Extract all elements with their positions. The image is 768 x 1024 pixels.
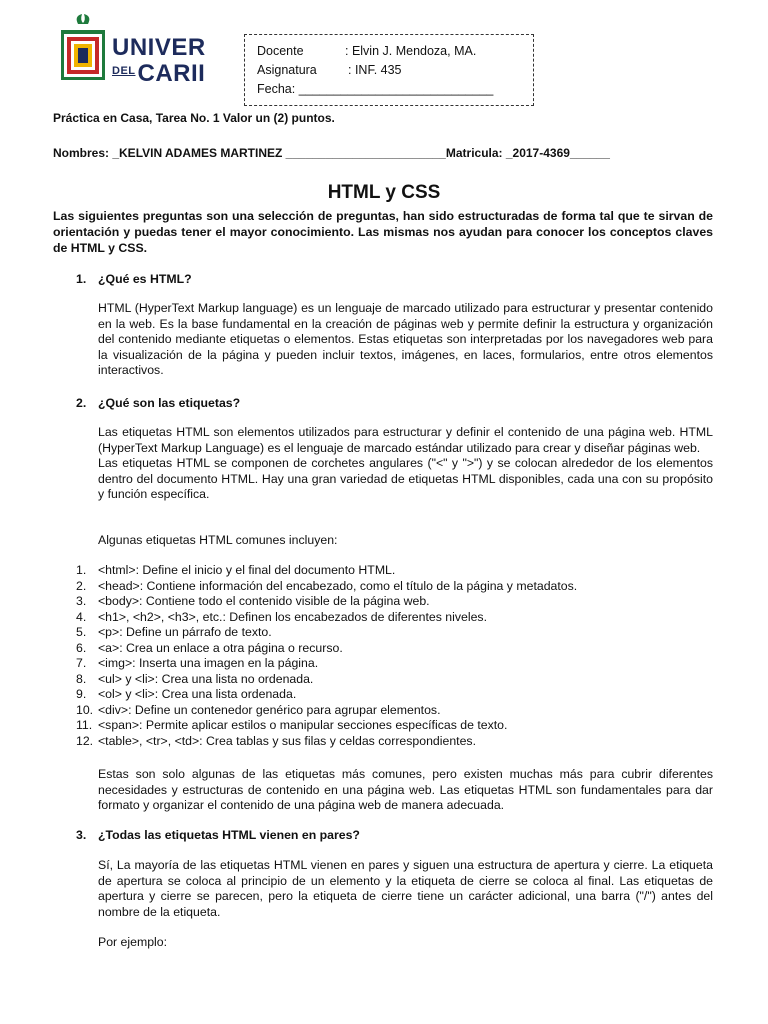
list-item: 4. <h1>, <h2>, <h3>, etc.: Definen los encabezados de diferentes niveles. (76, 609, 487, 624)
question-3-answer: Sí, La mayoría de las etiquetas HTML vienen en pares y siguen una estructura de apertura y cierre. La etiqueta de apertura se coloca al principio de un elemento y la etiqueta de cierre se coloca al final. Las etiquetas de apertura y cierre se parecen, pero la etiqueta de cierre tiene un carácter adicional, una barra ("/") antes del nombre de la etiqueta. (98, 858, 713, 919)
list-item: 1. <html>: Define el inicio y el final del documento HTML. (76, 563, 396, 577)
docente-label: Docente (257, 44, 304, 58)
question-2-number: 2. (76, 396, 87, 410)
question-2-heading (76, 396, 240, 410)
asignatura-value: : INF. 435 (348, 63, 402, 77)
logo-text-line1: UNIVER (112, 34, 206, 61)
page-title: HTML y CSS (327, 182, 441, 203)
list-item: 8. <ul> y <li>: Crea una lista no ordenada. (76, 671, 314, 686)
question-2-text: ¿Qué son las etiquetas? (98, 396, 241, 410)
question-3-heading (76, 828, 360, 842)
intro-paragraph: Las siguientes preguntas son una selección de preguntas, han sido estructuradas de forma tal que te sirvan de orientación y puedas tener el mayor conocimiento. Las mismas nos ayudan para conocer los conceptos claves de HTML y CSS. (53, 209, 713, 255)
assignment-line: Práctica en Casa, Tarea No. 1 Valor un (2) puntos. (53, 111, 335, 125)
fecha-row (257, 79, 493, 99)
tags-list-intro: Algunas etiquetas HTML comunes incluyen: (98, 533, 338, 547)
list-item: 6. <a>: Crea un enlace a otra página o recurso. (76, 640, 343, 655)
asignatura-row (257, 60, 402, 80)
question-1-text: ¿Qué es HTML? (98, 272, 192, 286)
list-item: 3. <body>: Contiene todo el contenido visible de la página web. (76, 594, 430, 608)
question-2-answer-p1: Las etiquetas HTML son elementos utilizados para estructurar y definir el contenido de una página web. HTML (HyperText Markup Language) es el lenguaje de marcado estándar utilizado para crear y diseñar páginas web. (98, 425, 713, 455)
logo-text-carii: CARII (137, 60, 206, 87)
list-item: 12. <table>, <tr>, <td>: Crea tablas y sus filas y celdas correspondientes. (76, 733, 476, 748)
question-2-closing: Estas son solo algunas de las etiquetas más comunes, pero existen muchas más para cubrir diferentes necesidades y estructuras de contenido en una página web. Las etiquetas HTML son fundamentales para dar formato y organizar el contenido de una página web de manera adecuada. (98, 767, 713, 812)
university-logo (58, 14, 208, 87)
teacher-info-box (244, 34, 534, 106)
question-3-text: ¿Todas las etiquetas HTML vienen en pares? (98, 828, 360, 842)
list-item: 9. <ol> y <li>: Crea una lista ordenada. (76, 687, 297, 701)
question-1-heading (76, 272, 192, 286)
list-item: 5. <p>: Define un párrafo de texto. (76, 625, 272, 639)
question-1-number: 1. (76, 272, 87, 286)
list-item: 11. <span>: Permite aplicar estilos o manipular secciones específicas de texto. (76, 718, 508, 732)
logo-text-del: DEL (112, 65, 136, 77)
question-3-number: 3. (76, 828, 87, 842)
question-2-answer-p2: Las etiquetas HTML se componen de corchetes angulares ("<" y ">") y se colocan alrededor de los elementos dentro del documento HTML. Hay una gran variedad de etiquetas HTML disponibles, cada una con su propósito y función específica. (98, 456, 713, 501)
docente-value: : Elvin J. Mendoza, MA. (345, 44, 477, 58)
fecha-label: Fecha: (257, 82, 296, 96)
question-1-answer: HTML (HyperText Markup language) es un lenguaje de marcado utilizado para estructurar y presentar contenido en la web. Es la base fundamental en la creación de páginas web y permite definir la estructura y organización del contenido mediante etiquetas o elementos. Estas etiquetas son interpretadas por los navegadores web para la visualización de la página y pueden incluir textos, imágenes, en laces, formularios, entre otros elementos interactivos. (98, 301, 713, 377)
list-item: 2. <head>: Contiene información del encabezado, como el título de la página y metadatos. (76, 578, 578, 593)
question-2-answer (98, 425, 713, 503)
question-3-example-label: Por ejemplo: (98, 935, 168, 949)
logo-text-line2 (112, 60, 205, 88)
fecha-value: ____________________________ (298, 82, 494, 96)
docente-row (257, 41, 476, 61)
asignatura-label: Asignatura (257, 63, 317, 77)
tags-list (76, 563, 716, 749)
student-line: Nombres: _KELVIN ADAMES MARTINEZ ________________________Matricula: _2017-4369______ (53, 146, 610, 160)
list-item: 7. <img>: Inserta una imagen en la página. (76, 656, 319, 670)
list-item: 10. <div>: Define un contenedor genérico para agrupar elementos. (76, 702, 441, 717)
university-emblem-icon (58, 14, 108, 82)
